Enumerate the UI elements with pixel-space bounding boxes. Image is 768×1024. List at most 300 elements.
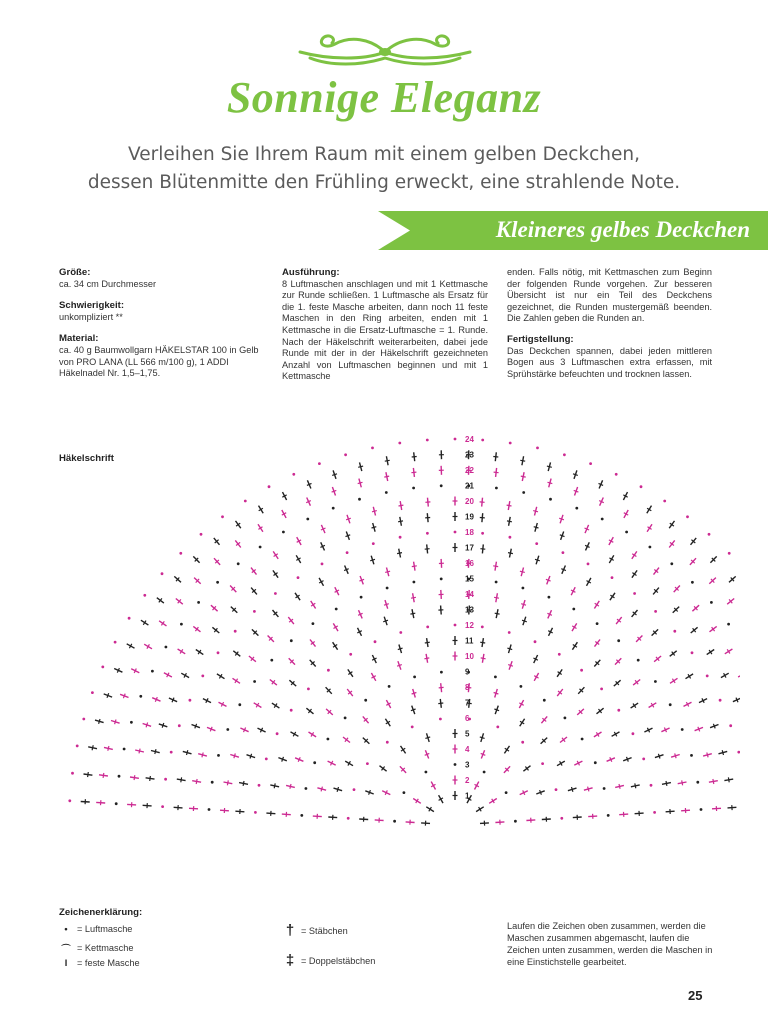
- round-number-label: 6: [465, 714, 470, 723]
- chain-stitch-mark: [617, 639, 620, 642]
- chain-stitch-mark: [259, 546, 262, 549]
- chain-symbol-icon: •: [64, 924, 68, 934]
- stitch-crossbar-mark: [533, 511, 538, 512]
- chain-stitch-mark: [575, 507, 578, 510]
- chain-stitch-mark: [128, 617, 131, 620]
- stitch-crossbar-mark: [574, 490, 579, 492]
- chain-stitch-mark: [274, 592, 277, 595]
- subtitle-line-1: Verleihen Sie Ihrem Raum mit einem gelben Deckchen,: [127, 144, 641, 165]
- chain-stitch-mark: [180, 623, 183, 626]
- stitch-crossbar-mark: [713, 724, 715, 729]
- treble-crochet-symbol-icon: ‡: [285, 952, 295, 969]
- chain-stitch-mark: [649, 546, 652, 549]
- chain-stitch-mark: [611, 576, 614, 579]
- stitch-crossbar-mark: [698, 727, 700, 732]
- stitch-crossbar-mark: [494, 597, 499, 598]
- double-crochet-symbol-icon: †: [285, 922, 295, 939]
- subtitle-line-2: dessen Blütenmitte den Frühling erweckt, eine strahlende Note.: [87, 172, 681, 193]
- legend-dc-text: = Stäbchen: [301, 925, 348, 936]
- chain-stitch-mark: [161, 805, 164, 808]
- chain-stitch-mark: [522, 587, 525, 590]
- stitch-crossbar-mark: [202, 753, 203, 758]
- legend-slip: [59, 941, 133, 955]
- chain-stitch-mark: [71, 772, 74, 775]
- stitch-crossbar-mark: [162, 723, 164, 728]
- size-label: Größe:: [59, 267, 91, 278]
- stitch-crossbar-mark: [619, 784, 620, 789]
- stitch-crossbar-mark: [187, 750, 188, 755]
- stitch-crossbar-mark: [290, 784, 291, 789]
- stitch-crossbar-mark: [134, 775, 135, 780]
- stitch-crossbar-mark: [250, 754, 252, 759]
- chain-stitch-mark: [426, 532, 429, 535]
- chain-stitch-mark: [321, 563, 324, 566]
- chain-stitch-mark: [521, 741, 524, 744]
- chain-stitch-mark: [509, 442, 512, 445]
- chain-stitch-mark: [481, 439, 484, 442]
- round-number-label: 5: [465, 729, 470, 739]
- round-number-label: 15: [465, 574, 474, 584]
- stitch-crossbar-mark: [181, 777, 182, 782]
- chain-stitch-mark: [481, 626, 484, 629]
- chain-stitch-mark: [292, 473, 295, 476]
- round-number-label: 13: [465, 605, 474, 615]
- chain-stitch-mark: [115, 802, 118, 805]
- chain-stitch-mark: [696, 781, 699, 784]
- chain-stitch-mark: [617, 709, 620, 712]
- chain-stitch-mark: [633, 592, 636, 595]
- chain-stitch-mark: [179, 552, 182, 555]
- chain-stitch-mark: [700, 808, 703, 811]
- stitch-crossbar-mark: [507, 648, 512, 650]
- chain-stitch-mark: [208, 808, 211, 811]
- stitch-crossbar-mark: [384, 476, 389, 477]
- chain-stitch-mark: [221, 515, 224, 518]
- material-value: ca. 40 g Baumwollgarn HÄKELSTAR 100 in Gelb von PRO LANA (LL 566 m/100 g), 1 ADDI Häkelnadel Nr. 1,5–1,75.: [59, 344, 259, 379]
- stitch-crossbar-mark: [383, 620, 388, 622]
- round-number-label: 14: [465, 590, 474, 599]
- chain-stitch-mark: [349, 653, 352, 656]
- execution-column: [282, 267, 488, 392]
- chain-stitch-mark: [371, 447, 374, 450]
- chain-stitch-mark: [673, 630, 676, 633]
- chain-stitch-mark: [411, 726, 414, 729]
- stitch-crossbar-mark: [535, 559, 540, 561]
- chain-stitch-mark: [727, 623, 730, 626]
- chain-stitch-mark: [505, 791, 508, 794]
- chain-stitch-mark: [253, 680, 256, 683]
- slip-stitch-symbol-icon: ⌒: [61, 944, 71, 954]
- chain-stitch-mark: [399, 631, 402, 634]
- stitch-crossbar-mark: [713, 779, 714, 784]
- chain-stitch-mark: [596, 622, 599, 625]
- stitch-crossbar-mark: [234, 753, 235, 758]
- chain-stitch-mark: [439, 718, 442, 721]
- chain-stitch-mark: [161, 572, 164, 575]
- chain-stitch-mark: [189, 699, 192, 702]
- round-number-label: 19: [465, 512, 474, 522]
- stitch-crossbar-mark: [398, 521, 403, 522]
- stitch-crossbar-mark: [411, 472, 416, 473]
- chain-stitch-mark: [358, 498, 361, 501]
- chain-stitch-mark: [82, 718, 85, 721]
- stitch-note: Laufen die Zeichen oben zusammen, werden die Maschen zusammen abgemascht, laufen die Zeichen unten zusammen, werden die Maschen in eine Einstichstelle gearbeitet.: [507, 921, 713, 967]
- stitch-crossbar-mark: [399, 505, 404, 506]
- stitch-crossbar-mark: [332, 490, 337, 492]
- stitch-crossbar-mark: [88, 772, 89, 777]
- round-number-label: 16: [465, 559, 474, 568]
- stitch-crossbar-mark: [547, 466, 552, 467]
- stitch-crossbar-mark: [508, 665, 513, 667]
- stitch-crossbar-mark: [534, 527, 539, 528]
- execution-label: Ausführung:: [282, 267, 340, 278]
- chain-stitch-mark: [508, 631, 511, 634]
- chain-stitch-mark: [344, 453, 347, 456]
- chain-stitch-mark: [68, 799, 71, 802]
- chain-stitch-mark: [594, 761, 597, 764]
- round-number-label: 1: [465, 791, 470, 801]
- stitch-crossbar-mark: [507, 521, 512, 522]
- info-column: [59, 267, 259, 390]
- stitch-crossbar-mark: [546, 579, 551, 581]
- chain-stitch-mark: [211, 781, 214, 784]
- chain-stitch-mark: [690, 754, 693, 757]
- chain-stitch-mark: [270, 659, 273, 662]
- banner-title: Kleineres gelbes Deckchen: [495, 217, 750, 242]
- stitch-crossbar-mark: [227, 780, 228, 785]
- chain-stitch-mark: [297, 576, 300, 579]
- chain-stitch-mark: [226, 728, 229, 731]
- chain-stitch-mark: [494, 676, 497, 679]
- stitch-crossbar-mark: [155, 749, 156, 754]
- chain-stitch-mark: [650, 784, 653, 787]
- chain-stitch-mark: [268, 485, 271, 488]
- chain-stitch-mark: [143, 594, 146, 597]
- chain-stitch-mark: [403, 791, 406, 794]
- round-number-label: 22: [465, 466, 474, 475]
- stitch-crossbar-mark: [150, 776, 151, 781]
- chain-stitch-mark: [534, 640, 537, 643]
- chain-stitch-mark: [572, 608, 575, 611]
- chain-stitch-mark: [386, 587, 389, 590]
- round-number-label: 18: [465, 528, 474, 537]
- chain-stitch-mark: [101, 666, 104, 669]
- chain-stitch-mark: [300, 814, 303, 817]
- chain-stitch-mark: [254, 811, 257, 814]
- chain-stitch-mark: [454, 438, 457, 441]
- chain-stitch-mark: [393, 820, 396, 823]
- chain-stitch-mark: [600, 688, 603, 691]
- chain-stitch-mark: [165, 646, 168, 649]
- round-number-label: 20: [465, 497, 474, 506]
- chain-stitch-mark: [560, 817, 563, 820]
- finishing-column: [507, 267, 712, 389]
- stitch-crossbar-mark: [369, 790, 371, 795]
- stitch-crossbar-mark: [559, 518, 564, 520]
- chain-stitch-mark: [454, 763, 457, 766]
- flourish-ornament: [290, 30, 480, 70]
- chain-stitch-mark: [440, 671, 443, 674]
- chain-stitch-mark: [691, 581, 694, 584]
- stitch-crossbar-mark: [572, 787, 573, 792]
- chain-stitch-mark: [543, 699, 546, 702]
- stitch-crossbar-mark: [385, 571, 390, 572]
- stitch-crossbar-mark: [359, 579, 364, 581]
- chain-stitch-mark: [332, 507, 335, 510]
- chain-stitch-mark: [496, 726, 499, 729]
- stitch-crossbar-mark: [92, 745, 93, 750]
- stitch-crossbar-mark: [384, 604, 389, 606]
- chain-stitch-mark: [238, 703, 241, 706]
- stitch-crossbar-mark: [675, 753, 676, 758]
- stitch-crossbar-mark: [196, 779, 197, 784]
- chain-stitch-mark: [564, 717, 567, 720]
- chain-stitch-mark: [536, 447, 539, 450]
- stitch-crossbar-mark: [520, 571, 525, 572]
- chain-stitch-mark: [307, 688, 310, 691]
- legend-slip-text: = Kettmasche: [77, 943, 134, 953]
- stitch-crossbar-mark: [494, 693, 499, 695]
- legend-title: Zeichenerklärung:: [59, 907, 143, 918]
- chain-stitch-mark: [265, 758, 268, 761]
- chain-stitch-mark: [681, 728, 684, 731]
- chain-stitch-mark: [114, 641, 117, 644]
- stitch-crossbar-mark: [346, 535, 351, 537]
- chain-stitch-mark: [201, 675, 204, 678]
- stitch-crossbar-mark: [521, 604, 526, 606]
- legend-tr: [283, 952, 375, 969]
- chain-stitch-mark: [276, 732, 279, 735]
- round-number-label: 9: [465, 667, 470, 677]
- chain-stitch-mark: [558, 653, 561, 656]
- chain-stitch-mark: [601, 518, 604, 521]
- chain-stitch-mark: [653, 811, 656, 814]
- chain-stitch-mark: [654, 680, 657, 683]
- chain-stitch-mark: [603, 787, 606, 790]
- chain-stitch-mark: [290, 639, 293, 642]
- chain-stitch-mark: [170, 751, 173, 754]
- chain-stitch-mark: [76, 745, 79, 748]
- chain-stitch-mark: [413, 581, 416, 584]
- chain-stitch-mark: [535, 542, 538, 545]
- stitch-crossbar-mark: [195, 724, 197, 729]
- stitch-crossbar-mark: [522, 620, 527, 622]
- finishing-label: Fertigstellung:: [507, 333, 574, 345]
- stitch-crossbar-mark: [493, 457, 498, 458]
- stitch-crossbar-mark: [411, 709, 416, 711]
- stitch-crossbar-mark: [728, 777, 729, 782]
- chain-stitch-mark: [637, 659, 640, 662]
- stitch-crossbar-mark: [658, 754, 660, 759]
- stitch-crossbar-mark: [346, 518, 351, 520]
- chain-stitch-mark: [178, 724, 181, 727]
- chain-stitch-mark: [413, 676, 416, 679]
- chain-stitch-mark: [234, 630, 237, 633]
- material-label: Material:: [59, 333, 99, 345]
- chain-stitch-mark: [670, 562, 673, 565]
- chain-stitch-mark: [388, 685, 391, 688]
- chain-stitch-mark: [327, 669, 330, 672]
- stitch-mark: [738, 673, 740, 677]
- stitch-crossbar-mark: [588, 787, 589, 792]
- stitch-crossbar-mark: [372, 527, 377, 528]
- chain-stitch-mark: [399, 536, 402, 539]
- page-title: Sonnige Eleganz: [226, 73, 542, 122]
- chain-stitch-mark: [495, 487, 498, 490]
- stitch-crossbar-mark: [411, 597, 416, 598]
- stitch-crossbar-mark: [370, 559, 375, 561]
- stitch-crossbar-mark: [146, 723, 148, 728]
- chain-stitch-mark: [313, 761, 316, 764]
- chain-stitch-mark: [123, 748, 126, 751]
- chain-stitch-mark: [197, 601, 200, 604]
- chain-stitch-mark: [412, 487, 415, 490]
- stitch-crossbar-mark: [321, 787, 322, 792]
- chain-stitch-mark: [305, 787, 308, 790]
- round-number-label: 17: [465, 543, 474, 553]
- round-number-label: 12: [465, 621, 474, 630]
- chain-stitch-mark: [589, 462, 592, 465]
- chain-stitch-mark: [244, 500, 247, 503]
- stitch-crossbar-mark: [358, 482, 363, 483]
- stitch-crossbar-mark: [480, 549, 485, 550]
- chain-stitch-mark: [495, 581, 498, 584]
- legend-chain: [59, 924, 132, 934]
- chain-stitch-mark: [509, 536, 512, 539]
- chain-stitch-mark: [607, 814, 610, 817]
- chain-stitch-mark: [548, 596, 551, 599]
- round-number-label: 24: [465, 435, 474, 444]
- chain-stitch-mark: [217, 754, 220, 757]
- chain-stitch-mark: [346, 551, 349, 554]
- legend-chain-text: = Luftmasche: [77, 924, 133, 934]
- legend-sc-text: = feste Masche: [77, 958, 140, 968]
- chain-stitch-mark: [642, 758, 645, 761]
- chain-stitch-mark: [520, 685, 523, 688]
- stitch-crossbar-mark: [397, 553, 402, 554]
- chain-stitch-mark: [615, 473, 618, 476]
- chain-stitch-mark: [216, 581, 219, 584]
- chain-stitch-mark: [440, 484, 443, 487]
- stitch-crossbar-mark: [274, 783, 275, 788]
- chain-stitch-mark: [360, 596, 363, 599]
- round-number-label: 8: [465, 683, 470, 692]
- chain-stitch-mark: [253, 610, 256, 613]
- stitch-crossbar-mark: [494, 709, 499, 711]
- stitch-crossbar-mark: [540, 790, 542, 795]
- chain-stitch-mark: [91, 691, 94, 694]
- page-number: 25: [688, 988, 703, 1003]
- stitch-crossbar-mark: [507, 505, 512, 506]
- stitch-crossbar-mark: [332, 474, 337, 476]
- stitch-crossbar-mark: [438, 703, 443, 704]
- execution-text: 8 Luftmaschen anschlagen und mit 1 Kettmasche zur Runde schließen. 1 Luftmasche als Ersatz für die 1. feste Masche arbeiten, dann noch 11 feste Maschen in den Ring arbeiten, enden mit 1 Kettmasche in die Ersatz-Luftmasche = 1. Runde. Nach der Häkelschrift weiterarbeiten, dabei jede Runde mit der in der Häkelschrift gezeichneten Anzahl von Luftmaschen beginnen und mit 1 Kettmasche: [282, 278, 488, 382]
- chain-stitch-mark: [200, 533, 203, 536]
- chain-stitch-mark: [237, 562, 240, 565]
- chain-stitch-mark: [580, 669, 583, 672]
- stitch-crossbar-mark: [666, 781, 667, 786]
- chain-stitch-mark: [306, 518, 309, 521]
- stitch-crossbar-mark: [282, 757, 284, 762]
- chain-stitch-mark: [426, 626, 429, 629]
- chain-stitch-mark: [425, 771, 428, 774]
- chain-stitch-mark: [686, 515, 689, 518]
- stitch-crossbar-mark: [495, 613, 500, 614]
- legend-sc: [59, 958, 140, 968]
- stitch-crossbar-mark: [115, 720, 116, 725]
- chain-stitch-mark: [625, 531, 628, 534]
- stitch-crossbar-mark: [139, 749, 140, 754]
- round-number-label: 2: [465, 776, 470, 785]
- stitch-crossbar-mark: [337, 787, 338, 792]
- chain-stitch-mark: [555, 788, 558, 791]
- single-crochet-symbol-icon: I: [64, 958, 68, 968]
- chain-stitch-mark: [364, 699, 367, 702]
- round-number-label: 23: [465, 450, 474, 460]
- stitch-crossbar-mark: [439, 687, 444, 688]
- stitch-crossbar-mark: [412, 693, 417, 695]
- chain-stitch-mark: [386, 741, 389, 744]
- stitch-crossbar-mark: [508, 553, 513, 554]
- chain-stitch-mark: [587, 563, 590, 566]
- chain-stitch-mark: [372, 542, 375, 545]
- chain-stitch-mark: [719, 699, 722, 702]
- chain-stitch-mark: [440, 578, 443, 581]
- round-number-label: 7: [465, 698, 470, 708]
- stitch-crossbar-mark: [397, 665, 402, 667]
- stitch-crossbar-mark: [410, 613, 415, 614]
- chain-stitch-mark: [729, 724, 732, 727]
- chain-stitch-mark: [282, 531, 285, 534]
- stitch-crossbar-mark: [99, 719, 100, 724]
- chain-stitch-mark: [290, 709, 293, 712]
- stitch-crossbar-mark: [243, 781, 244, 786]
- chain-stitch-mark: [669, 703, 672, 706]
- chain-stitch-mark: [541, 762, 544, 765]
- chain-stitch-mark: [217, 651, 220, 654]
- stitch-crossbar-mark: [107, 693, 109, 698]
- chain-stitch-mark: [706, 675, 709, 678]
- chain-stitch-mark: [312, 622, 315, 625]
- stitch-crossbar-mark: [521, 476, 526, 477]
- stitch-crossbar-mark: [424, 658, 429, 659]
- size-value: ca. 34 cm Durchmesser: [59, 278, 157, 289]
- chain-stitch-mark: [483, 771, 486, 774]
- stitch-crossbar-mark: [385, 460, 390, 461]
- chain-stitch-mark: [139, 695, 142, 698]
- stitch-crossbar-mark: [425, 642, 430, 643]
- stitch-crossbar-mark: [520, 460, 525, 461]
- stitch-crossbar-mark: [560, 535, 565, 537]
- chain-stitch-mark: [366, 762, 369, 765]
- chain-stitch-mark: [549, 498, 552, 501]
- chain-stitch-mark: [130, 721, 133, 724]
- round-number-label: 21: [465, 481, 474, 491]
- stitch-crossbar-mark: [123, 694, 125, 699]
- chain-stitch-mark: [335, 608, 338, 611]
- stitch-crossbar-mark: [682, 780, 683, 785]
- chain-stitch-mark: [327, 738, 330, 741]
- chain-stitch-mark: [426, 439, 429, 442]
- stitch-crossbar-mark: [210, 727, 212, 732]
- chain-stitch-mark: [353, 788, 356, 791]
- chain-stitch-mark: [728, 552, 731, 555]
- round-number-label: 11: [465, 636, 474, 646]
- chain-stitch-mark: [258, 784, 261, 787]
- stitch-crossbar-mark: [398, 648, 403, 650]
- legend-tr-text: = Doppelstäbchen: [301, 955, 376, 966]
- chain-stitch-mark: [347, 817, 350, 820]
